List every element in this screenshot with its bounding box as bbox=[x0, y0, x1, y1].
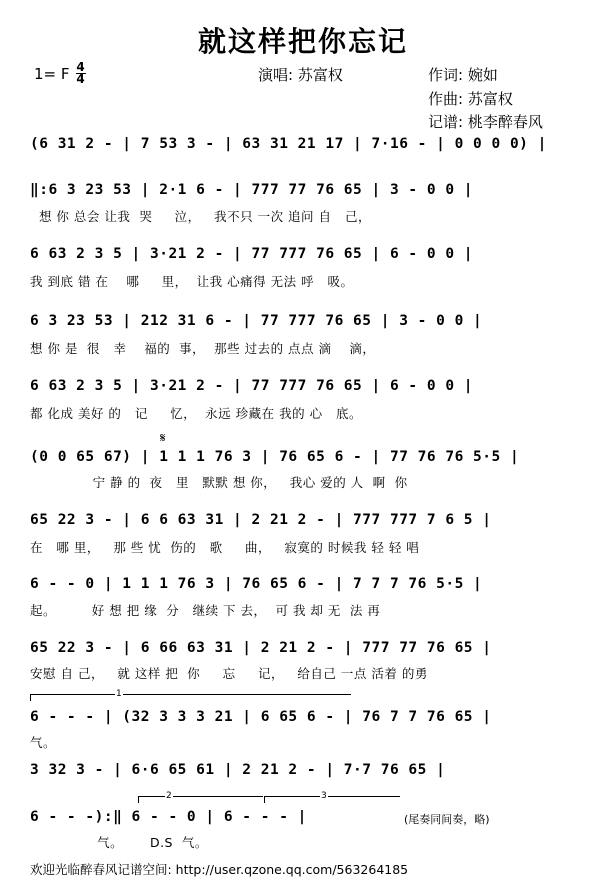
time-signature bbox=[76, 62, 86, 85]
score-row-9: 65 22 3 - | 6 66 63 31 | 2 21 2 - | 777 77 76 65 | bbox=[30, 640, 492, 656]
volta-bracket-2 bbox=[138, 796, 263, 803]
score-row-7: 65 22 3 - | 6 6 63 31 | 2 21 2 - | 777 777 7 6 5 | bbox=[30, 512, 492, 528]
lyric-row-3: 我 到底 错 在 哪 里， 让我 心痛得 无法 呼 吸。 bbox=[30, 274, 354, 289]
lyric-row-7: 在 哪 里， 那 些 忧 伤的 歌 曲， 寂寞的 时候我 轻 轻 唱 bbox=[30, 540, 420, 555]
key-label: 1= F bbox=[34, 64, 70, 83]
composer-credit: 作曲: 苏富权 bbox=[428, 90, 513, 108]
lyric-row-12: 气。 D.S 气。 bbox=[30, 835, 208, 850]
score-row-3: 6 63 2 3 5 | 3·21 2 - | 77 777 76 65 | 6 - 0 0 | bbox=[30, 246, 474, 262]
score-row-2: ‖:6 3 23 53 | 2·1 6 - | 777 77 76 65 | 3 - 0 0 | bbox=[30, 182, 474, 198]
footer-credit: 欢迎光临醉春风记谱空间: http://user.qzone.qq.com/563264185 bbox=[30, 862, 409, 877]
lyric-row-8: 起。 好 想 把 缘 分 继续 下 去， 可 我 却 无 法 再 bbox=[30, 603, 381, 618]
time-beats: 4 bbox=[76, 60, 85, 74]
score-row-12: 6 - - -):‖ 6 - - 0 | 6 - - - | bbox=[30, 809, 307, 825]
transcriber-credit: 记谱: 桃李醉春风 bbox=[428, 113, 543, 131]
score-row-11: 3 32 3 - | 6·6 65 61 | 2 21 2 - | 7·7 76 65 | bbox=[30, 762, 446, 778]
ending-note: (尾奏同间奏，略) bbox=[404, 813, 490, 826]
score-row-4: 6 3 23 53 | 212 31 6 - | 77 777 76 65 | 3 - 0 0 | bbox=[30, 313, 483, 329]
key-signature bbox=[34, 62, 86, 85]
lyric-row-10: 气。 bbox=[30, 735, 57, 750]
lyric-row-5: 都 化成 美好 的 记 忆， 永远 珍藏在 我的 心 底。 bbox=[30, 406, 362, 421]
score-row-1: (6 31 2 - | 7 53 3 - | 63 31 21 17 | 7·16 - | 0 0 0 0) | bbox=[30, 136, 547, 152]
volta-number-1: 1 bbox=[116, 689, 122, 699]
time-unit: 4 bbox=[76, 72, 85, 86]
score-row-6: (0 0 65 67) | 1 1 1 76 3 | 76 65 6 - | 77 76 76 5·5 | bbox=[30, 449, 520, 465]
lyric-row-4: 想 你 是 很 幸 福的 事， 那些 过去的 点点 滴 滴， bbox=[30, 341, 376, 356]
score-row-10: 6 - - - | (32 3 3 3 21 | 6 65 6 - | 76 7 7 76 65 | bbox=[30, 709, 492, 725]
lyric-row-2: 想 你 总会 让我 哭 泣， 我不只 一次 追问 自 己， bbox=[30, 209, 371, 224]
volta-number-2: 2 bbox=[166, 791, 172, 801]
volta-bracket-1 bbox=[30, 694, 351, 701]
volta-number-3: 3 bbox=[321, 791, 327, 801]
lyric-row-6: 宁 静 的 夜 里 默默 想 你， 我心 爱的 人 啊 你 bbox=[30, 475, 408, 490]
lyricist-credit: 作词: 婉如 bbox=[428, 66, 498, 84]
song-title: 就这样把你忘记 bbox=[197, 25, 408, 58]
volta-bracket-3 bbox=[264, 796, 400, 803]
score-row-5: 6 63 2 3 5 | 3·21 2 - | 77 777 76 65 | 6 - 0 0 | bbox=[30, 378, 474, 394]
lyric-row-9: 安慰 自 己， 就 这样 把 你 忘 记， 给自己 一点 活着 的勇 bbox=[30, 666, 428, 681]
singer-credit: 演唱: 苏富权 bbox=[258, 66, 343, 84]
segno-sign: 𝄋 bbox=[160, 431, 166, 446]
score-row-8: 6 - - 0 | 1 1 1 76 3 | 76 65 6 - | 7 7 7 76 5·5 | bbox=[30, 576, 483, 592]
